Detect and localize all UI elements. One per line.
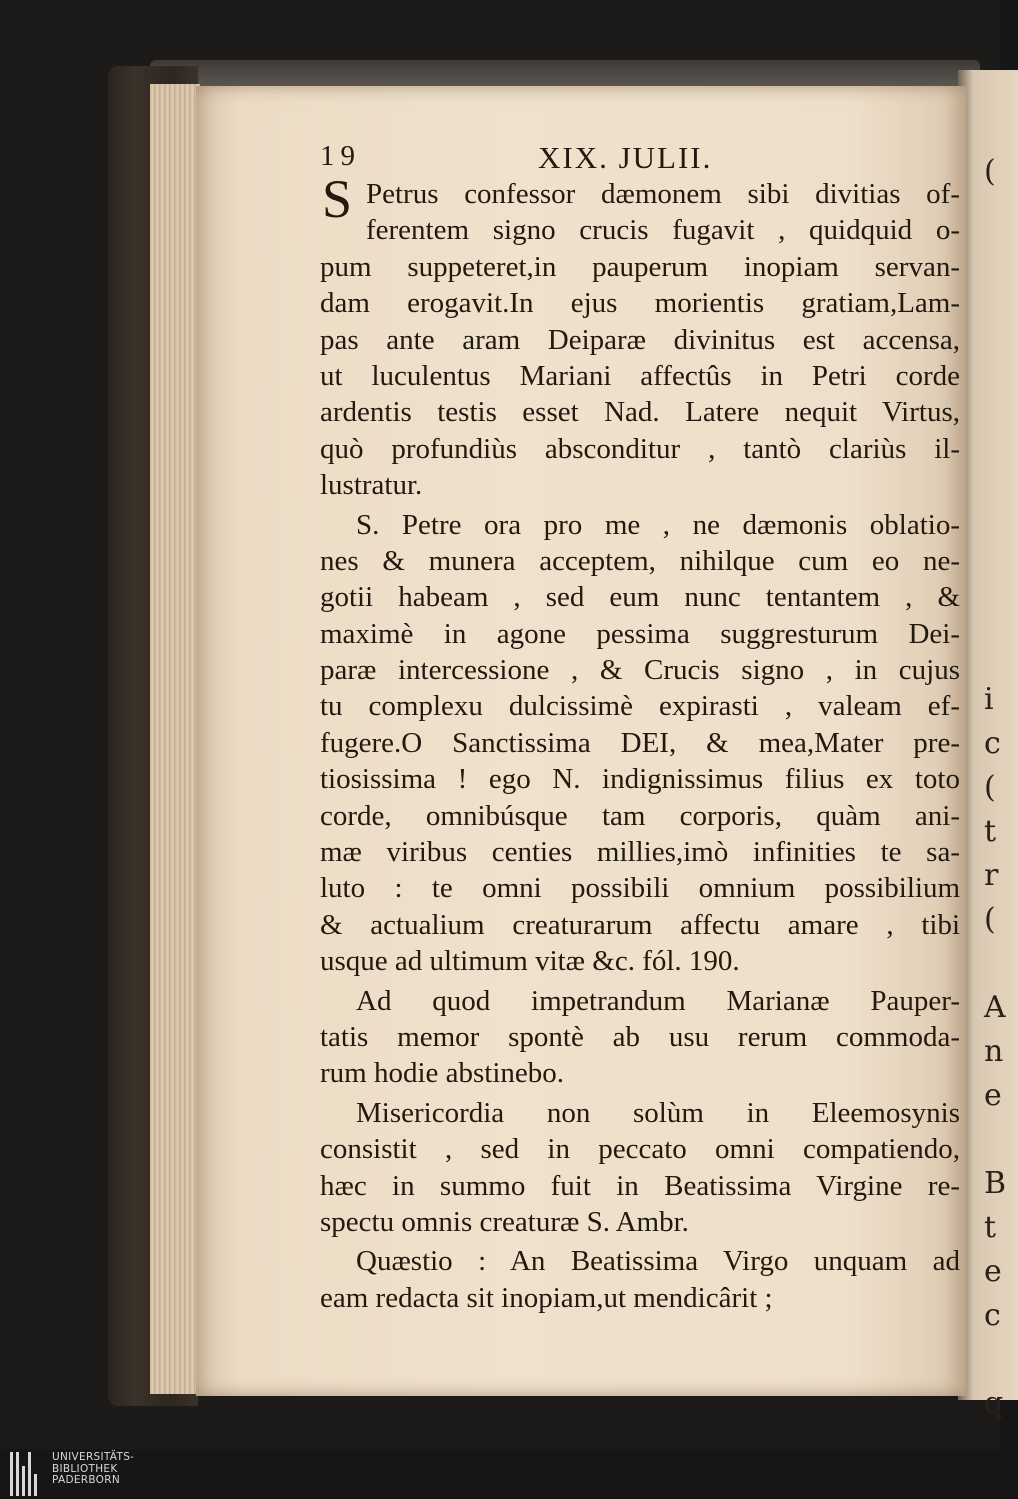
text-line: ardentis testis esset Nad. Latere nequit Virtus, [320,396,960,429]
text-line: & actualium creaturarum affectu amare , tibi [320,908,960,941]
facing-page-letter [984,1338,1004,1382]
library-name [52,1452,134,1487]
facing-page-letter: B [984,1166,1007,1201]
text-line: fugere.O Sanctissima DEI, & mea,Mater pre- [320,726,960,759]
text-line: pum suppeteret,in pauperum inopiam servan- [320,250,960,283]
facing-page-letter: t [984,1210,997,1245]
paragraph [320,1243,960,1316]
facing-page-letter [984,546,1004,590]
text-line: tu complexu dulcissimè expirasti , valeam ef- [320,690,960,723]
facing-page-letter: ( [984,154,996,189]
facing-page-letter: e [984,1078,1002,1113]
text-line: spectu omnis creaturæ S. Ambr. [320,1205,689,1238]
facing-page-letter [984,458,1004,502]
text-line: S. Petre ora pro me , ne dæmonis oblatio- [356,508,960,541]
text-line: usque ad ultimum vitæ &c. fól. 190. [320,945,740,978]
library-name-line: UNIVERSITÄTS- [52,1451,135,1463]
running-head: XIX. JULII. [538,140,713,175]
facing-page-letter: t [984,814,997,849]
text-line: quò profundiùs absconditur , tantò clariùs il- [320,432,960,465]
facing-page-letter: c [984,726,1001,761]
library-name-line: PADERBORN [52,1474,120,1486]
library-name-line: BIBLIOTHEK [52,1462,118,1475]
text-line: ferentem signo crucis fugavit , quidquid o- [366,214,960,247]
text-line: luto : te omni possibili omnium possibilium [320,872,960,905]
text-line: maximè in agone pessima suggresturum Dei- [320,617,960,650]
facing-page-letter [984,282,1004,326]
facing-page-text-fragment [984,150,1007,1426]
facing-page-letter [984,238,1004,282]
facing-page-letter [984,194,1004,238]
text-line: nes & munera acceptem, nihilque cum eo ne- [320,544,960,577]
text-line: consistit , sed in peccato omni compatiendo, [320,1133,960,1166]
facing-page-letter [984,414,1004,458]
text-line: Petrus confessor dæmonem sibi divitias of- [366,178,960,210]
facing-page-letter [984,326,1004,370]
paragraph [320,983,960,1092]
text-line: dam erogavit.In ejus morientis gratiam,Lam- [320,287,960,320]
library-logo-icon [10,1452,50,1496]
facing-page-letter: ( [984,770,996,805]
text-line: Quæstio : An Beatissima Virgo unquam ad [356,1245,960,1278]
facing-page-letter [984,502,1004,546]
text-line: lustratur. [320,469,423,502]
paragraph [320,176,960,504]
text-line: ut luculentus Mariani affectûs in Petri corde [320,359,960,392]
page-header [320,140,960,176]
text-line: tatis memor spontè ab usu rerum commoda- [320,1020,960,1053]
text-line: Misericordia non solùm in Eleemosynis [356,1096,960,1129]
drop-capital: S [322,169,353,229]
library-footer [0,1449,1000,1499]
text-line: hæc in summo fuit in Beatissima Virgine re- [320,1169,960,1202]
text-line: tiosissima ! ego N. indignissimus filius ex toto [320,763,960,796]
facing-page-letter: n [984,1034,1004,1069]
facing-page-letter: c [984,1298,1001,1333]
text-line: paræ intercessione , & Crucis signo , in cujus [320,654,960,687]
text-line: mæ viribus centies millies,imò infinities te sa- [320,836,960,869]
text-line: pas ante aram Deiparæ divinitus est accensa, [320,323,960,356]
text-line: gotii habeam , sed eum nunc tentantem , & [320,581,960,614]
facing-page-letter: ( [984,902,996,937]
facing-page-letter [984,370,1004,414]
facing-page-letter: r [984,858,999,893]
page-edges [150,84,200,1394]
body-text [320,176,960,1319]
text-line: corde, omnibúsque tam corporis, quàm ani- [320,799,960,832]
page-text [320,140,960,1319]
text-line: eam redacta sit inopiam,ut mendicârit ; [320,1281,773,1314]
text-line: rum hodie abstinebo. [320,1057,565,1090]
facing-page-letter: e [984,1254,1002,1289]
facing-page-letter [984,590,1004,634]
facing-page-letter [984,634,1004,678]
facing-page-letter: q [984,1386,1004,1421]
text-line: Ad quod impetrandum Marianæ Pauper- [356,984,960,1017]
paragraph [320,1095,960,1241]
facing-page-letter [984,942,1004,986]
facing-page-letter: A [984,990,1006,1025]
book-cover-top-edge [150,60,980,86]
facing-page-letter [984,1118,1004,1162]
facing-page-letter: i [984,682,994,717]
page-number: 19 [320,140,361,172]
paragraph [320,507,960,980]
